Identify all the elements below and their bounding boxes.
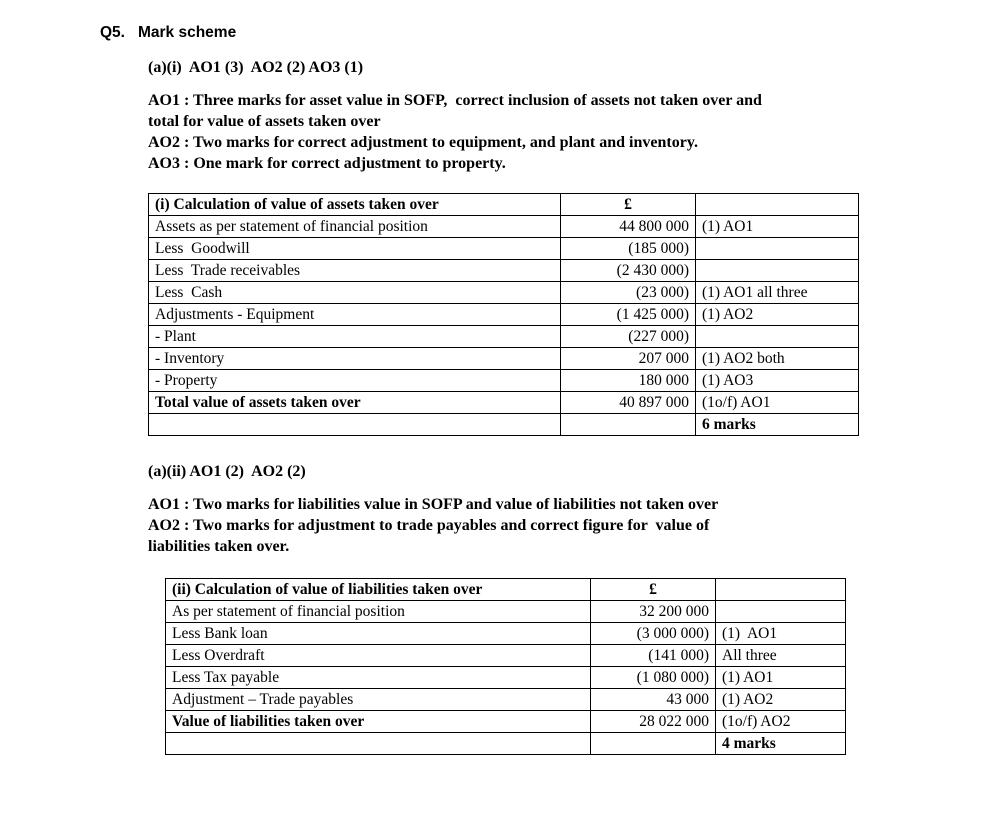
section-a-ii-ao-descriptions — [148, 494, 908, 557]
item-label-cell: Adjustments - Equipment — [149, 304, 561, 326]
table-row — [149, 238, 859, 260]
item-label-cell: Less Tax payable — [166, 667, 591, 689]
ao-description-line: AO1 : Three marks for asset value in SOFP, correct inclusion of assets not taken over and — [148, 92, 762, 109]
table-title-cell: (ii) Calculation of value of liabilities taken over — [166, 579, 591, 601]
amount-cell: 180 000 — [561, 370, 696, 392]
marks-note-cell: (1) AO1 — [716, 667, 846, 689]
table-row — [149, 326, 859, 348]
marks-note-cell: (1o/f) AO1 — [696, 392, 859, 414]
item-label-cell: - Inventory — [149, 348, 561, 370]
marks-note-cell: (1) AO2 — [716, 689, 846, 711]
amount-cell: (185 000) — [561, 238, 696, 260]
item-label-cell: Total value of assets taken over — [149, 392, 561, 414]
item-label-cell: Less Cash — [149, 282, 561, 304]
amount-cell: 32 200 000 — [591, 601, 716, 623]
marks-note-cell: (1) AO3 — [696, 370, 859, 392]
amount-cell: (141 000) — [591, 645, 716, 667]
marks-note-cell: (1) AO1 — [696, 216, 859, 238]
table-row — [166, 667, 846, 689]
table-marks-row — [166, 733, 846, 755]
table-row — [166, 689, 846, 711]
amount-cell: (1 080 000) — [591, 667, 716, 689]
ao-description-line: AO2 : Two marks for adjustment to trade payables and correct figure for value of — [148, 517, 710, 534]
marks-note-cell: (1) AO2 both — [696, 348, 859, 370]
amount-cell: (1 425 000) — [561, 304, 696, 326]
marks-note-cell — [696, 326, 859, 348]
table-row — [149, 260, 859, 282]
marks-note-cell — [696, 260, 859, 282]
table-row — [149, 370, 859, 392]
amount-cell: 44 800 000 — [561, 216, 696, 238]
table-total-row — [149, 392, 859, 414]
marks-note-cell: (1) AO1 all three — [696, 282, 859, 304]
currency-header-cell: £ — [561, 194, 696, 216]
table-row — [166, 601, 846, 623]
question-number: Q5. — [100, 24, 125, 41]
marks-note-cell: (1) AO1 — [716, 623, 846, 645]
ao-description-line: total for value of assets taken over — [148, 113, 381, 130]
total-marks-cell: 6 marks — [696, 414, 859, 436]
item-label-cell — [149, 414, 561, 436]
item-label-cell: Adjustment – Trade payables — [166, 689, 591, 711]
section-a-ii-heading: (a)(ii) AO1 (2) AO2 (2) — [148, 463, 306, 480]
note-header-cell — [696, 194, 859, 216]
currency-header-cell: £ — [591, 579, 716, 601]
table-row — [149, 282, 859, 304]
table-total-row — [166, 711, 846, 733]
page-title: Mark scheme — [137, 24, 237, 41]
table-row — [149, 304, 859, 326]
item-label-cell: - Plant — [149, 326, 561, 348]
section-a-i-heading: (a)(i) AO1 (3) AO2 (2) AO3 (1) — [148, 59, 364, 76]
amount-cell: 43 000 — [591, 689, 716, 711]
amount-cell: (2 430 000) — [561, 260, 696, 282]
item-label-cell: Less Trade receivables — [149, 260, 561, 282]
assets-calculation-table — [148, 193, 859, 436]
item-label-cell: Assets as per statement of financial position — [149, 216, 561, 238]
item-label-cell: Less Goodwill — [149, 238, 561, 260]
document-content — [148, 59, 908, 755]
amount-cell — [561, 414, 696, 436]
table-row — [166, 645, 846, 667]
amount-cell: 40 897 000 — [561, 392, 696, 414]
amount-cell: 207 000 — [561, 348, 696, 370]
table-title-cell: (i) Calculation of value of assets taken over — [149, 194, 561, 216]
liabilities-calculation-table — [165, 578, 846, 755]
table-header-row — [149, 194, 859, 216]
ao-description-line: AO1 : Two marks for liabilities value in SOFP and value of liabilities not taken over — [148, 496, 719, 513]
amount-cell — [591, 733, 716, 755]
item-label-cell: Less Overdraft — [166, 645, 591, 667]
note-header-cell — [716, 579, 846, 601]
marks-note-cell: (1) AO2 — [696, 304, 859, 326]
amount-cell: (3 000 000) — [591, 623, 716, 645]
table-row — [149, 348, 859, 370]
item-label-cell: Value of liabilities taken over — [166, 711, 591, 733]
item-label-cell: As per statement of financial position — [166, 601, 591, 623]
table-header-row — [166, 579, 846, 601]
question-header — [100, 24, 990, 42]
marks-note-cell: All three — [716, 645, 846, 667]
item-label-cell — [166, 733, 591, 755]
marks-note-cell — [696, 238, 859, 260]
ao-description-line: AO2 : Two marks for correct adjustment to equipment, and plant and inventory. — [148, 134, 698, 151]
amount-cell: (23 000) — [561, 282, 696, 304]
table-row — [149, 216, 859, 238]
marks-note-cell — [716, 601, 846, 623]
table-marks-row — [149, 414, 859, 436]
ao-description-line: liabilities taken over. — [148, 538, 290, 555]
table-row — [166, 623, 846, 645]
item-label-cell: Less Bank loan — [166, 623, 591, 645]
total-marks-cell: 4 marks — [716, 733, 846, 755]
ao-description-line: AO3 : One mark for correct adjustment to property. — [148, 155, 506, 172]
item-label-cell: - Property — [149, 370, 561, 392]
marks-note-cell: (1o/f) AO2 — [716, 711, 846, 733]
amount-cell: (227 000) — [561, 326, 696, 348]
amount-cell: 28 022 000 — [591, 711, 716, 733]
section-a-i-ao-descriptions — [148, 90, 908, 174]
